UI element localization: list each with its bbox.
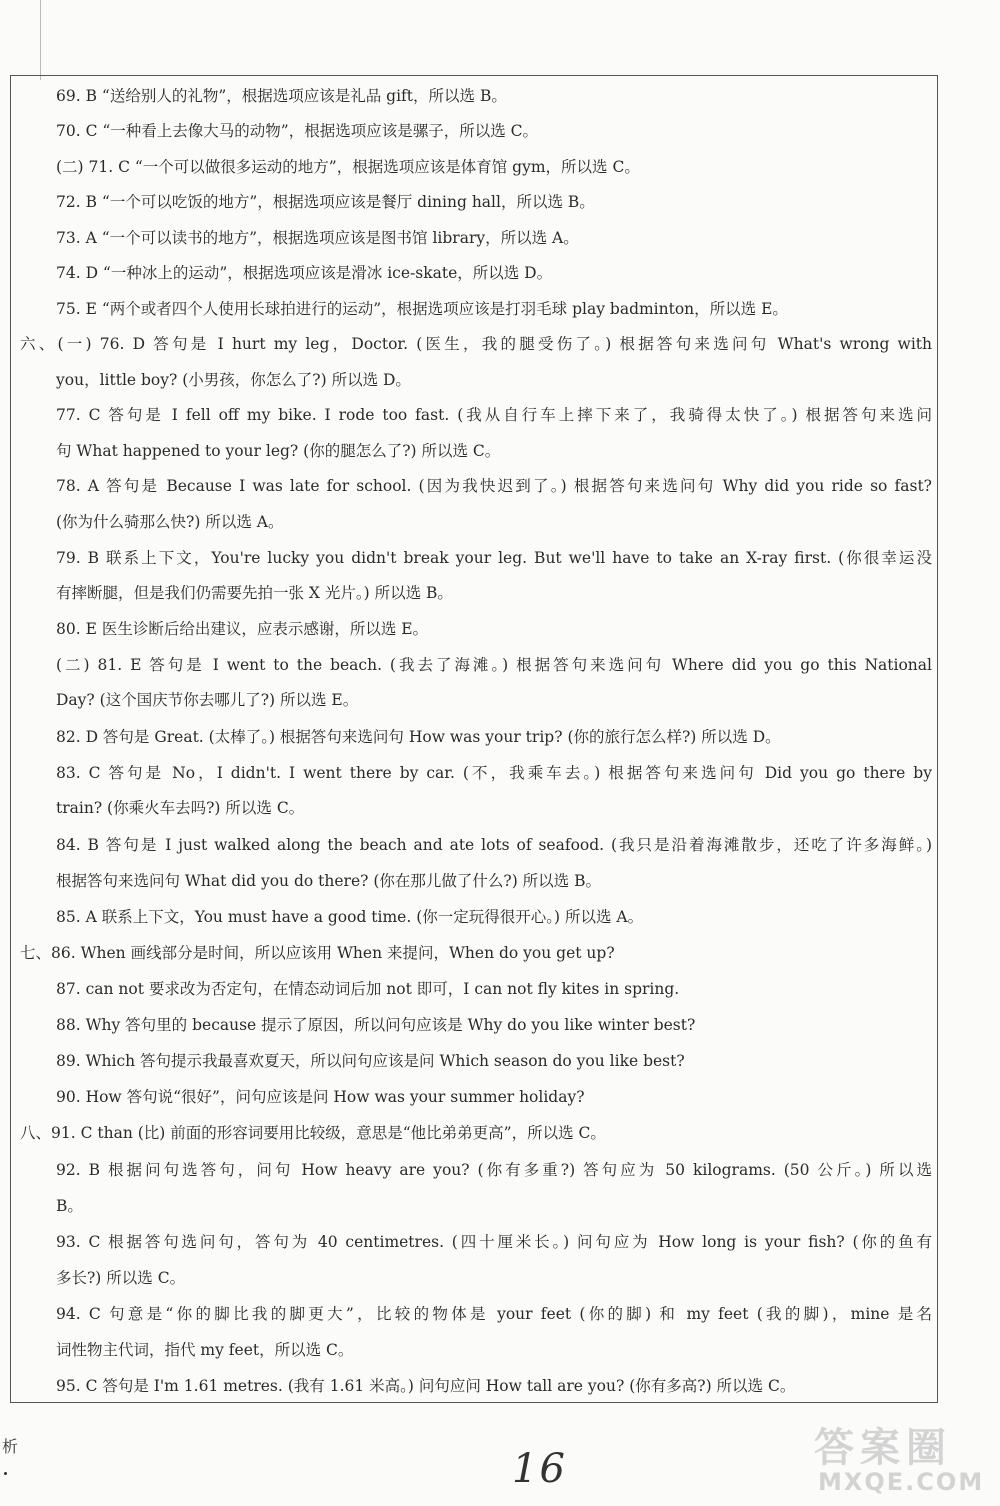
answer-line: 90. How 答句说“很好”，问句应该是问 How was your summer holiday? bbox=[56, 1088, 585, 1106]
answer-line: 80. E 医生诊断后给出建议，应表示感谢，所以选 E。 bbox=[56, 620, 429, 638]
answer-line: (二) 81. E 答句是 I went to the beach. (我去了海滩。) 根据答句来选问句 Where did you go this National bbox=[56, 656, 932, 674]
answer-line: 78. A 答句是 Because I was late for school. (因为我快迟到了。) 根据答句来选问句 Why did you ride so fast? bbox=[56, 477, 932, 495]
answer-line: 73. A “一个可以读书的地方”，根据选项应该是图书馆 library，所以选 A。 bbox=[56, 229, 579, 247]
watermark-text: 答案圈 bbox=[814, 1425, 952, 1471]
watermark-url: MXQE.COM bbox=[818, 1468, 985, 1496]
watermark-logo bbox=[808, 1410, 994, 1506]
answer-line: 84. B 答句是 I just walked along the beach and ate lots of seafood. (我只是沿着海滩散步，还吃了许多海鲜。) bbox=[56, 836, 932, 854]
answer-line: 八、91. C than (比) 前面的形容词要用比较级，意思是“他比弟弟更高”，所以选 C。 bbox=[20, 1124, 606, 1142]
answer-line: (你为什么骑那么快?) 所以选 A。 bbox=[56, 513, 284, 531]
answer-line: 77. C 答句是 I fell off my bike. I rode too fast. (我从自行车上摔下来了，我骑得太快了。) 根据答句来选问 bbox=[56, 406, 932, 424]
answer-line: 根据答句来选问句 What did you do there? (你在那儿做了什么?) 所以选 B。 bbox=[56, 872, 601, 890]
answer-line: 85. A 联系上下文，You must have a good time. (你一定玩得很开心。) 所以选 A。 bbox=[56, 908, 644, 926]
answer-line: 74. D “一种冰上的运动”，根据选项应该是滑冰 ice-skate，所以选 D。 bbox=[56, 264, 553, 282]
answer-line: 92. B 根据问句选答句，问句 How heavy are you? (你有多重?) 答句应为 50 kilograms. (50 公斤。) 所以选 bbox=[56, 1161, 932, 1179]
answer-line: 95. C 答句是 I'm 1.61 metres. (我有 1.61 米高。) 问句应问 How tall are you? (你有多高?) 所以选 C。 bbox=[56, 1377, 796, 1395]
answer-line: 69. B “送给别人的礼物”，根据选项应该是礼品 gift，所以选 B。 bbox=[56, 87, 507, 105]
page-number: 16 bbox=[512, 1446, 567, 1492]
binding-margin-line bbox=[40, 0, 41, 80]
answer-line: 83. C 答句是 No，I didn't. I went there by car. (不，我乘车去。) 根据答句来选问句 Did you go there by bbox=[56, 764, 932, 782]
answer-line: 87. can not 要求改为否定句，在情态动词后加 not 即可，I can not fly kites in spring. bbox=[56, 980, 680, 998]
answer-line: B。 bbox=[56, 1197, 83, 1215]
answer-line: 词性物主代词，指代 my feet，所以选 C。 bbox=[56, 1341, 354, 1359]
answer-line: you，little boy? (小男孩，你怎么了?) 所以选 D。 bbox=[56, 371, 411, 389]
answer-line: (二) 71. C “一个可以做很多运动的地方”，根据选项应该是体育馆 gym，所以选 C。 bbox=[56, 158, 640, 176]
answer-line: 75. E “两个或者四个人使用长球拍进行的运动”，根据选项应该是打羽毛球 play badminton，所以选 E。 bbox=[56, 300, 788, 318]
answer-line: Day? (这个国庆节你去哪儿了?) 所以选 E。 bbox=[56, 691, 359, 709]
answer-line: 79. B 联系上下文，You're lucky you didn't break your leg. But we'll have to take an X-ray first. (你很幸运没 bbox=[56, 549, 932, 567]
side-dot bbox=[4, 1472, 7, 1475]
answer-line: 94. C 句意是“你的脚比我的脚更大”，比较的物体是 your feet (你的脚) 和 my feet (我的脚)，mine 是名 bbox=[56, 1305, 932, 1323]
answer-line: 70. C “一种看上去像大马的动物”，根据选项应该是骡子，所以选 C。 bbox=[56, 122, 539, 140]
answer-line: 多长?) 所以选 C。 bbox=[56, 1269, 186, 1287]
answer-line: 93. C 根据答句选问句，答句为 40 centimetres. (四十厘米长。) 问句应为 How long is your fish? (你的鱼有 bbox=[56, 1233, 932, 1251]
answer-line: 句 What happened to your leg? (你的腿怎么了?) 所以选 C。 bbox=[56, 442, 501, 460]
answer-line: 七、86. When 画线部分是时间，所以应该用 When 来提问，When do you get up? bbox=[20, 944, 615, 962]
answer-line: 88. Why 答句里的 because 提示了原因，所以问句应该是 Why do you like winter best? bbox=[56, 1016, 696, 1034]
answer-line: 72. B “一个可以吃饭的地方”，根据选项应该是餐厅 dining hall，所以选 B。 bbox=[56, 193, 595, 211]
answer-line: 82. D 答句是 Great. (太棒了。) 根据答句来选问句 How was your trip? (你的旅行怎么样?) 所以选 D。 bbox=[56, 728, 781, 746]
answer-line: 89. Which 答句提示我最喜欢夏天，所以问句应该是问 Which season do you like best? bbox=[56, 1052, 685, 1070]
answer-line: train? (你乘火车去吗?) 所以选 C。 bbox=[56, 799, 305, 817]
answer-line: 有摔断腿，但是我们仍需要先拍一张 X 光片。) 所以选 B。 bbox=[56, 584, 453, 602]
side-label: 析 bbox=[2, 1437, 19, 1456]
answer-line: 六、(一) 76. D 答句是 I hurt my leg，Doctor. (医生，我的腿受伤了。) 根据答句来选问句 What's wrong with bbox=[20, 335, 932, 353]
